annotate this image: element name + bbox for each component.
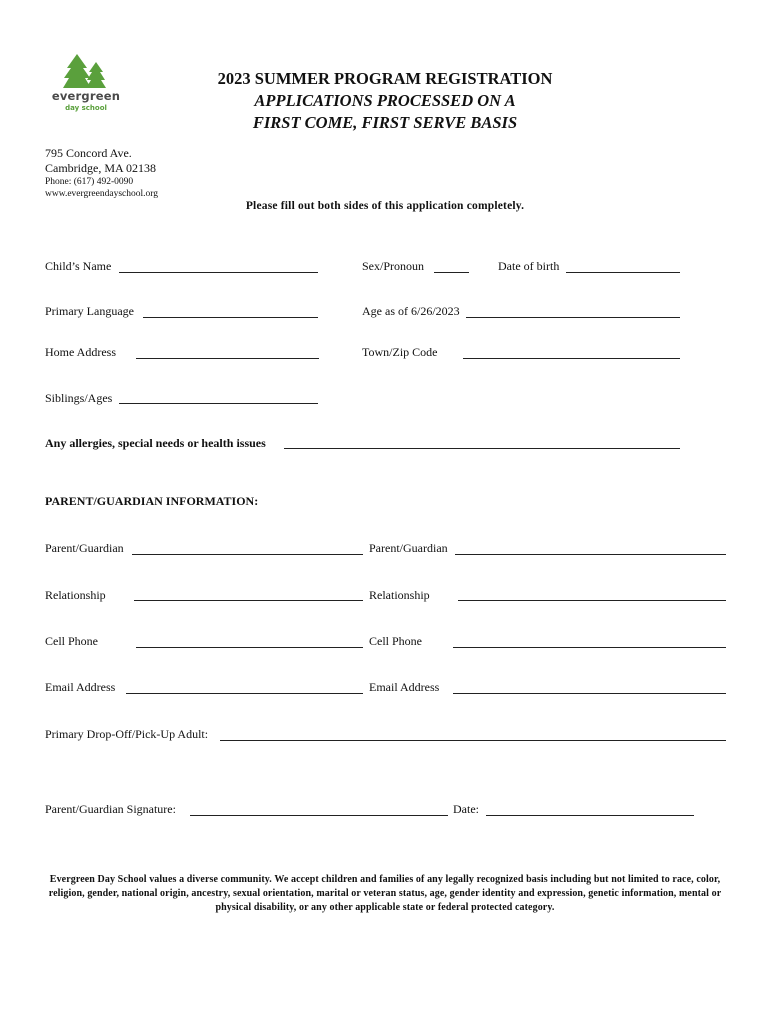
parent2-relationship-label: Relationship <box>369 588 430 602</box>
address-website: www.evergreendayschool.org <box>45 189 158 199</box>
address-street: 795 Concord Ave. <box>45 146 132 160</box>
subtitle-line-2: FIRST COME, FIRST SERVE BASIS <box>252 113 518 132</box>
date-of-birth-label: Date of birth <box>498 259 560 273</box>
subtitle-line-1: APPLICATIONS PROCESSED ON A <box>254 91 516 110</box>
home-address-field[interactable] <box>136 358 319 359</box>
signature-field[interactable] <box>190 815 448 816</box>
address-city: Cambridge, MA 02138 <box>45 161 156 175</box>
diversity-statement: Evergreen Day School values a diverse community. We accept children and families of any legally recognized basis including but not limited to race, color, religion, gender, national origin, ancestry, sexual orientation, marital or veteran status, age, gender identity and expression, genetic information, mental or physical disability, or any other applicable state or federal protected category. <box>48 874 722 913</box>
sex-pronoun-field[interactable] <box>434 272 469 273</box>
childs-name-field[interactable] <box>119 272 318 273</box>
allergies-label: Any allergies, special needs or health issues <box>45 436 266 450</box>
parent2-email-field[interactable] <box>453 693 726 694</box>
childs-name-label: Child’s Name <box>45 259 112 273</box>
parent1-relationship-label: Relationship <box>45 588 106 602</box>
logo-subtitle: day school <box>65 104 107 112</box>
parent2-guardian-label: Parent/Guardian <box>369 541 448 555</box>
page-title <box>150 68 620 134</box>
primary-language-field[interactable] <box>143 317 318 318</box>
parent2-cell-field[interactable] <box>453 647 726 648</box>
parent1-relationship-field[interactable] <box>134 600 363 601</box>
dropoff-field[interactable] <box>220 740 726 741</box>
town-zip-label: Town/Zip Code <box>362 345 438 359</box>
parent1-guardian-field[interactable] <box>132 554 363 555</box>
tree-icon <box>50 52 122 92</box>
date-label: Date: <box>453 802 479 816</box>
date-of-birth-field[interactable] <box>566 272 680 273</box>
parent1-guardian-label: Parent/Guardian <box>45 541 124 555</box>
parent2-relationship-field[interactable] <box>458 600 726 601</box>
age-label: Age as of 6/26/2023 <box>362 304 460 318</box>
allergies-field[interactable] <box>284 448 680 449</box>
sex-pronoun-label: Sex/Pronoun <box>362 259 425 273</box>
school-logo <box>50 52 122 118</box>
parent1-cell-field[interactable] <box>136 647 363 648</box>
primary-language-label: Primary Language <box>45 304 134 318</box>
parent1-email-label: Email Address <box>45 680 116 694</box>
parent2-email-label: Email Address <box>369 680 440 694</box>
siblings-field[interactable] <box>119 403 318 404</box>
town-zip-field[interactable] <box>463 358 680 359</box>
parent1-email-field[interactable] <box>126 693 363 694</box>
title-line: 2023 SUMMER PROGRAM REGISTRATION <box>217 69 553 88</box>
parent2-guardian-field[interactable] <box>455 554 726 555</box>
parent-section-title: PARENT/GUARDIAN INFORMATION: <box>45 494 259 508</box>
date-field[interactable] <box>486 815 694 816</box>
instructions: Please fill out both sides of this application completely. <box>245 200 525 212</box>
parent2-cell-label: Cell Phone <box>369 634 422 648</box>
parent1-cell-label: Cell Phone <box>45 634 98 648</box>
address-phone: Phone: (617) 492-0090 <box>45 177 134 187</box>
home-address-label: Home Address <box>45 345 116 359</box>
age-field[interactable] <box>466 317 680 318</box>
siblings-label: Siblings/Ages <box>45 391 113 405</box>
dropoff-label: Primary Drop-Off/Pick-Up Adult: <box>45 727 209 741</box>
logo-name: evergreen <box>51 89 121 103</box>
signature-label: Parent/Guardian Signature: <box>45 802 176 816</box>
